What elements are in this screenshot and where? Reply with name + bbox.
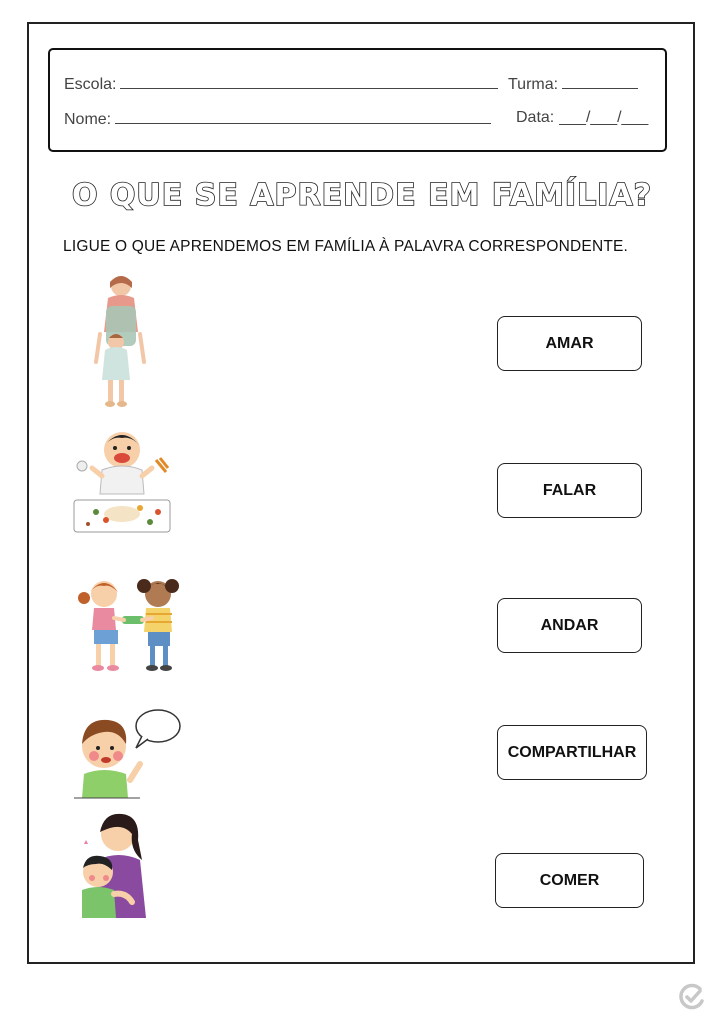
header-box xyxy=(48,48,667,152)
instruction-text: LIGUE O QUE APRENDEMOS EM FAMÍLIA À PALAVRA CORRESPONDENTE. xyxy=(63,238,629,255)
school-label: Escola: xyxy=(64,76,117,93)
page-title: O QUE SE APRENDE EM FAMÍLIA? xyxy=(71,178,652,213)
mother-helping-child-walk-icon xyxy=(88,272,150,412)
name-row xyxy=(64,109,491,129)
word-box-falar[interactable]: FALAR xyxy=(497,463,642,518)
date-field[interactable]: ___/___/___ xyxy=(559,109,649,126)
school-field[interactable] xyxy=(120,74,498,89)
child-eating-icon xyxy=(70,428,174,536)
school-row xyxy=(64,74,498,94)
check-logo-icon xyxy=(678,983,706,1011)
class-field[interactable] xyxy=(562,74,638,89)
class-row xyxy=(508,74,638,94)
word-box-andar[interactable]: ANDAR xyxy=(497,598,642,653)
date-row xyxy=(516,109,648,127)
name-label: Nome: xyxy=(64,111,112,128)
date-label: Data: xyxy=(516,109,555,126)
word-box-comer[interactable]: COMER xyxy=(495,853,644,908)
word-box-amar[interactable]: AMAR xyxy=(497,316,642,371)
boy-talking-speech-bubble-icon xyxy=(70,704,184,800)
name-field[interactable] xyxy=(115,109,491,124)
word-box-compartilhar[interactable]: COMPARTILHAR xyxy=(497,725,647,780)
mother-hugging-child-icon xyxy=(74,810,154,920)
class-label: Turma: xyxy=(508,76,559,93)
kids-sharing-icon xyxy=(74,574,190,674)
